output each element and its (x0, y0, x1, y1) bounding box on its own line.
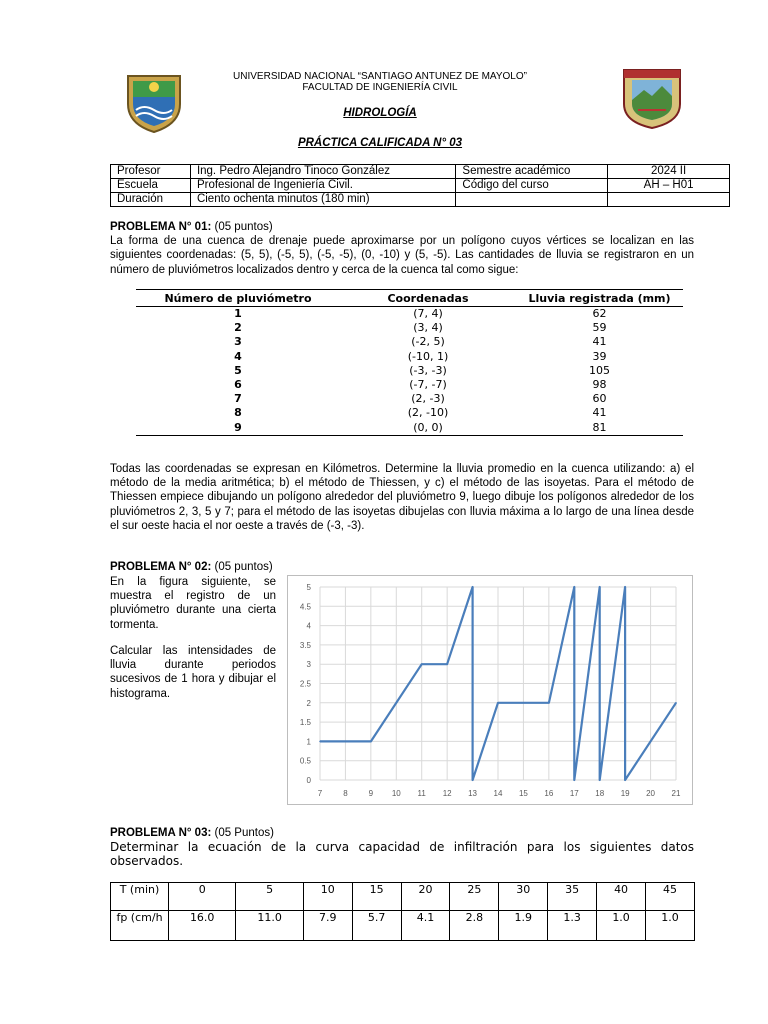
problem3-text: Determinar la ecuación de la curva capacidad de infiltración para los siguientes datos observados. (110, 840, 694, 869)
time-value: 20 (401, 883, 450, 911)
table-row (136, 307, 683, 322)
data-point (497, 702, 499, 704)
data-point (446, 663, 448, 665)
problem3-block (110, 826, 694, 868)
data-point (421, 663, 423, 665)
x-tick-label: 21 (671, 789, 681, 798)
gauge-number: 8 (234, 406, 242, 420)
fp-value: 7.9 (303, 911, 352, 941)
time-value: 0 (169, 883, 236, 911)
gauge-coords: (-7, -7) (409, 378, 447, 392)
fp-value: 1.9 (499, 911, 548, 941)
gauge-number: 4 (234, 349, 242, 363)
info-cell: Profesional de Ingeniería Civil. (190, 179, 455, 193)
info-cell: 2024 II (608, 165, 730, 179)
data-point (675, 702, 677, 704)
gauge-number: 7 (234, 392, 242, 406)
fp-value: 4.1 (401, 911, 450, 941)
problem3-heading: PROBLEMA N° 03: (110, 827, 212, 839)
info-cell: Código del curso (456, 179, 608, 193)
table-row (136, 421, 683, 436)
faculty-name: FACULTAD DE INGENIERÍA CIVIL (302, 82, 458, 93)
col-header-gauge: Número de pluviómetro (136, 290, 340, 307)
gauge-rain: 62 (592, 307, 607, 320)
data-point (370, 741, 372, 743)
y-tick-label: 3 (306, 660, 311, 670)
gauge-coords: (-2, 5) (411, 335, 445, 349)
data-point (573, 586, 575, 588)
x-tick-label: 7 (317, 789, 323, 798)
data-point (472, 586, 474, 588)
gauge-rain: 41 (592, 335, 607, 349)
time-value: 5 (236, 883, 303, 911)
table-row (136, 364, 683, 378)
gauge-coords: (3, 4) (413, 321, 443, 335)
x-tick-label: 18 (595, 789, 605, 798)
data-point (599, 779, 601, 781)
info-cell: AH – H01 (608, 179, 730, 193)
time-value: 15 (352, 883, 401, 911)
x-tick-label: 17 (569, 789, 579, 798)
gauge-number: 6 (234, 378, 242, 392)
time-value: 45 (646, 883, 695, 911)
gauge-rain: 41 (592, 406, 607, 420)
y-tick-label: 0.5 (299, 756, 311, 766)
problem2-text2: Calcular las intensidades de lluvia durante periodos sucesivos de 1 hora y dibujar el histograma. (110, 645, 276, 700)
gauge-rain: 60 (592, 392, 607, 406)
info-cell: Duración (111, 193, 191, 207)
x-tick-label: 19 (620, 789, 630, 798)
info-cell (456, 193, 608, 207)
x-tick-label: 15 (518, 789, 528, 798)
problem1-heading: PROBLEMA N° 01: (110, 221, 212, 233)
table-row (136, 406, 683, 420)
table-row (136, 378, 683, 392)
x-tick-label: 13 (468, 789, 478, 798)
gauge-rain: 59 (592, 321, 607, 335)
gauge-number: 2 (234, 321, 242, 335)
data-point (548, 702, 550, 704)
info-row (111, 193, 730, 207)
fp-value: 5.7 (352, 911, 401, 941)
data-point (624, 779, 626, 781)
exam-title: PRÁCTICA CALIFICADA N° 03 (297, 137, 463, 149)
faculty-crest-logo (620, 66, 684, 130)
info-cell: Ing. Pedro Alejandro Tinoco González (190, 165, 455, 179)
info-cell: Escuela (111, 179, 191, 193)
data-point (624, 586, 626, 588)
problem3-points: (05 Puntos) (211, 827, 274, 839)
gauge-number: 5 (234, 363, 242, 377)
gauge-coords: (7, 4) (413, 307, 443, 320)
time-value: 35 (548, 883, 597, 911)
time-value: 30 (499, 883, 548, 911)
fp-value: 1.3 (548, 911, 597, 941)
x-tick-label: 20 (646, 789, 656, 798)
x-tick-label: 8 (343, 789, 348, 798)
gauge-rain: 98 (592, 378, 607, 392)
y-tick-label: 3.5 (299, 640, 311, 650)
info-cell: Ciento ochenta minutos (180 min) (190, 193, 455, 207)
y-tick-label: 1 (306, 737, 311, 747)
table-row (136, 350, 683, 364)
infiltration-table (110, 882, 695, 941)
y-tick-label: 4 (306, 621, 311, 631)
x-tick-label: 14 (493, 789, 503, 798)
info-row (111, 179, 730, 193)
info-cell: Profesor (111, 165, 191, 179)
x-tick-label: 12 (442, 789, 452, 798)
course-title: HIDROLOGÍA (343, 107, 417, 119)
time-value: 40 (597, 883, 646, 911)
data-point (573, 779, 575, 781)
y-tick-label: 0 (306, 776, 311, 785)
info-table (110, 164, 730, 207)
gauge-rain: 39 (592, 349, 607, 363)
gauge-coords: (2, -10) (407, 406, 449, 420)
problem2-points: (05 puntos) (211, 561, 273, 573)
data-point (319, 741, 321, 743)
problem1-outro: Todas las coordenadas se expresan en Kilómetros. Determine la lluvia promedio en la cuenca utilizando: a) el método de la media aritmética; b) el método de Thiessen, y c) el método de las isoyetas. Para el método de Thiessen empiece dibujando un polígono alrededor del pluviómetro 9, luego dibuje los polígonos alrededor de los pluviómetros 2, 3, 5 y 7; para el método de las isoyetas dibujelas con lluvia máxima a lo largo de una línea desde el sur oeste hacia el nor oeste a través de (-3, -3). (110, 463, 694, 532)
row-label-fp: fp (cm/h (111, 911, 169, 941)
fp-value: 16.0 (169, 911, 236, 941)
fp-value: 2.8 (450, 911, 499, 941)
col-header-rain: Lluvia registrada (mm) (516, 290, 683, 307)
gauge-coords: (2, -3) (411, 392, 445, 406)
fp-value: 1.0 (597, 911, 646, 941)
time-value: 25 (450, 883, 499, 911)
y-tick-label: 5 (306, 583, 311, 592)
data-point (472, 779, 474, 781)
gauge-rain: 105 (589, 363, 610, 377)
table-row (136, 335, 683, 349)
row-label-time: T (min) (111, 883, 169, 911)
problem1-points: (05 puntos) (211, 221, 273, 233)
rain-gauge-chart (287, 575, 693, 805)
y-tick-label: 4.5 (299, 602, 311, 612)
time-value: 10 (303, 883, 352, 911)
gauge-number: 3 (234, 335, 242, 349)
university-name: UNIVERSIDAD NACIONAL “SANTIAGO ANTUNEZ DE MAYOLO” (233, 71, 527, 82)
info-cell (608, 193, 730, 207)
fp-value: 1.0 (646, 911, 695, 941)
rain-gauge-table (136, 289, 683, 436)
table-row (136, 321, 683, 335)
table-row (136, 392, 683, 406)
x-tick-label: 9 (368, 789, 374, 798)
gauge-rain: 81 (516, 421, 683, 436)
x-tick-label: 16 (544, 789, 554, 798)
gauge-coords: (-3, -3) (409, 363, 447, 377)
problem2-text1: En la figura siguiente, se muestra el registro de un pluviómetro durante una cierta tormenta. (110, 576, 276, 631)
info-cell: Semestre académico (456, 165, 608, 179)
gauge-coords: (0, 0) (340, 421, 516, 436)
x-tick-label: 10 (391, 789, 401, 798)
y-tick-label: 1.5 (299, 718, 311, 728)
problem2-title-line (110, 560, 310, 574)
gauge-number: 9 (136, 421, 340, 436)
gauge-number: 1 (234, 307, 242, 320)
y-tick-label: 2.5 (299, 679, 311, 689)
col-header-coords: Coordenadas (340, 290, 516, 307)
problem1-intro: La forma de una cuenca de drenaje puede aproximarse por un polígono cuyos vértices se localizan en las siguientes coordenadas: (5, 5), (-5, 5), (-5, -5), (0, -10) y (5, -5). Las cantidades de lluvia se registraron en un número de pluviómetros localizados dentro y cerca de la cuenca tal como sigue: (110, 235, 694, 276)
data-point (599, 586, 601, 588)
info-row (111, 165, 730, 179)
problem2-heading: PROBLEMA N° 02: (110, 561, 212, 573)
university-crest-logo (122, 70, 186, 134)
fp-value: 11.0 (236, 911, 303, 941)
gauge-coords: (-10, 1) (407, 349, 449, 363)
x-tick-label: 11 (417, 789, 426, 798)
problem1-block (110, 220, 694, 277)
y-tick-label: 2 (306, 698, 311, 708)
